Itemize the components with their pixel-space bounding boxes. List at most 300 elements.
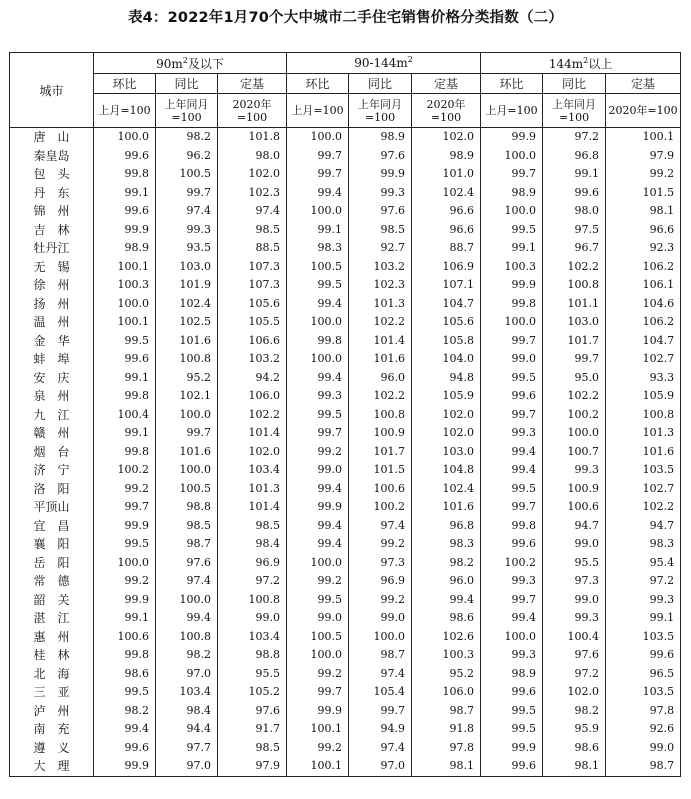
index-value: 99.3 [481, 424, 543, 443]
index-value: 94.2 [218, 369, 287, 388]
index-value: 99.7 [481, 332, 543, 351]
index-value: 95.9 [543, 720, 606, 739]
index-value: 98.9 [481, 184, 543, 203]
city-name: 包 头 [10, 165, 94, 184]
index-value: 100.5 [156, 165, 218, 184]
city-name: 赣 州 [10, 424, 94, 443]
index-value: 95.2 [156, 369, 218, 388]
index-value: 97.8 [412, 739, 481, 758]
city-column-header: 城市 [10, 53, 94, 128]
index-value: 100.3 [481, 258, 543, 277]
index-value: 102.0 [218, 165, 287, 184]
city-name: 扬 州 [10, 295, 94, 314]
index-value: 99.7 [481, 406, 543, 425]
index-value: 96.9 [349, 572, 412, 591]
index-value: 98.9 [349, 128, 412, 147]
index-value: 98.0 [218, 147, 287, 166]
index-value: 100.0 [287, 350, 349, 369]
index-value: 106.6 [218, 332, 287, 351]
index-value: 99.3 [349, 184, 412, 203]
index-value: 97.4 [349, 517, 412, 536]
index-value: 100.8 [543, 276, 606, 295]
city-name: 惠 州 [10, 628, 94, 647]
index-value: 99.3 [156, 221, 218, 240]
index-value: 97.6 [349, 147, 412, 166]
index-value: 96.7 [543, 239, 606, 258]
group-label-suffix: 以上 [588, 56, 613, 71]
index-value: 99.7 [287, 424, 349, 443]
index-value: 103.0 [543, 313, 606, 332]
sub-header: 同比 [349, 74, 412, 94]
index-value: 99.2 [94, 480, 156, 499]
index-value: 100.0 [287, 554, 349, 573]
index-value: 98.7 [606, 757, 681, 776]
city-name: 唐 山 [10, 128, 94, 147]
index-value: 99.1 [543, 165, 606, 184]
index-value: 99.7 [287, 165, 349, 184]
index-value: 99.5 [94, 535, 156, 554]
table-row [10, 646, 681, 665]
sub-header: 定基 [606, 74, 681, 94]
index-value: 105.9 [606, 387, 681, 406]
index-value: 99.4 [287, 535, 349, 554]
price-index-table [9, 52, 681, 777]
index-value: 95.4 [606, 554, 681, 573]
index-value: 102.2 [349, 313, 412, 332]
index-value: 99.8 [94, 165, 156, 184]
index-value: 106.2 [606, 258, 681, 277]
index-value: 99.7 [287, 147, 349, 166]
city-name: 丹 东 [10, 184, 94, 203]
index-value: 97.4 [156, 572, 218, 591]
table-row [10, 628, 681, 647]
index-value: 99.2 [287, 739, 349, 758]
table-row [10, 517, 681, 536]
index-value: 98.0 [543, 202, 606, 221]
base-header: 上年同月=100 [543, 94, 606, 128]
index-value: 96.6 [412, 202, 481, 221]
sub-header: 环比 [94, 74, 156, 94]
index-value: 99.1 [481, 239, 543, 258]
city-name: 泉 州 [10, 387, 94, 406]
group-label-superscript: 2 [407, 55, 413, 64]
index-value: 94.4 [156, 720, 218, 739]
table-row [10, 332, 681, 351]
index-value: 100.0 [481, 313, 543, 332]
index-value: 100.0 [481, 147, 543, 166]
index-value: 105.8 [412, 332, 481, 351]
index-value: 100.0 [481, 628, 543, 647]
table-row [10, 350, 681, 369]
index-value: 100.0 [543, 424, 606, 443]
table-row [10, 239, 681, 258]
index-value: 99.5 [481, 702, 543, 721]
index-value: 97.0 [156, 757, 218, 776]
index-value: 100.8 [156, 628, 218, 647]
table-row [10, 480, 681, 499]
index-value: 97.3 [349, 554, 412, 573]
city-name: 烟 台 [10, 443, 94, 462]
table-row [10, 424, 681, 443]
index-value: 99.6 [481, 535, 543, 554]
index-value: 97.5 [543, 221, 606, 240]
index-value: 100.0 [156, 461, 218, 480]
index-value: 98.2 [156, 646, 218, 665]
table-row [10, 609, 681, 628]
index-value: 99.1 [94, 369, 156, 388]
index-value: 94.8 [412, 369, 481, 388]
index-value: 102.7 [606, 350, 681, 369]
index-value: 92.7 [349, 239, 412, 258]
index-value: 94.7 [606, 517, 681, 536]
base-header: 2020年=100 [218, 94, 287, 128]
index-value: 102.5 [156, 313, 218, 332]
index-value: 100.5 [156, 480, 218, 499]
index-value: 97.2 [543, 128, 606, 147]
index-value: 98.3 [412, 535, 481, 554]
index-value: 100.8 [349, 406, 412, 425]
city-name: 洛 阳 [10, 480, 94, 499]
table-container [9, 52, 680, 777]
city-name: 九 江 [10, 406, 94, 425]
group-header [287, 53, 481, 74]
index-value: 99.0 [349, 609, 412, 628]
group-label: 144m [548, 56, 584, 71]
index-value: 98.5 [156, 517, 218, 536]
index-value: 106.2 [606, 313, 681, 332]
index-value: 99.9 [481, 739, 543, 758]
city-name: 南 充 [10, 720, 94, 739]
index-value: 98.3 [287, 239, 349, 258]
group-label-superscript: 2 [182, 55, 188, 65]
index-value: 98.4 [156, 702, 218, 721]
table-row [10, 443, 681, 462]
city-name: 吉 林 [10, 221, 94, 240]
index-value: 102.0 [412, 128, 481, 147]
city-name: 宜 昌 [10, 517, 94, 536]
index-value: 103.5 [606, 461, 681, 480]
index-value: 100.1 [606, 128, 681, 147]
index-value: 103.5 [606, 683, 681, 702]
index-value: 101.5 [606, 184, 681, 203]
index-value: 99.7 [349, 702, 412, 721]
index-value: 99.7 [481, 591, 543, 610]
index-value: 96.0 [349, 369, 412, 388]
index-value: 98.6 [543, 739, 606, 758]
index-value: 99.3 [287, 387, 349, 406]
index-value: 88.7 [412, 239, 481, 258]
table-row [10, 739, 681, 758]
index-value: 99.6 [94, 350, 156, 369]
index-value: 99.1 [606, 609, 681, 628]
index-value: 98.7 [412, 702, 481, 721]
base-header: 上月=100 [481, 94, 543, 128]
city-name: 济 宁 [10, 461, 94, 480]
index-value: 102.2 [543, 387, 606, 406]
index-value: 100.2 [481, 554, 543, 573]
city-name: 无 锡 [10, 258, 94, 277]
table-row [10, 258, 681, 277]
index-value: 99.4 [481, 443, 543, 462]
base-header: 上月=100 [287, 94, 349, 128]
index-value: 99.0 [543, 591, 606, 610]
city-name: 韶 关 [10, 591, 94, 610]
index-value: 101.9 [156, 276, 218, 295]
index-value: 99.9 [287, 498, 349, 517]
index-value: 107.3 [218, 276, 287, 295]
city-name: 蚌 埠 [10, 350, 94, 369]
index-value: 99.4 [412, 591, 481, 610]
index-value: 97.8 [606, 702, 681, 721]
index-value: 99.3 [606, 591, 681, 610]
index-value: 99.2 [349, 535, 412, 554]
index-value: 99.3 [543, 609, 606, 628]
table-row [10, 128, 681, 147]
index-value: 100.8 [218, 591, 287, 610]
index-value: 103.4 [218, 461, 287, 480]
index-value: 100.0 [481, 202, 543, 221]
index-value: 99.6 [94, 147, 156, 166]
index-value: 97.0 [349, 757, 412, 776]
city-name: 遵 义 [10, 739, 94, 758]
index-value: 104.7 [412, 295, 481, 314]
city-name: 岳 阳 [10, 554, 94, 573]
city-name: 常 德 [10, 572, 94, 591]
index-value: 99.6 [481, 683, 543, 702]
index-value: 99.6 [94, 202, 156, 221]
sub-header: 定基 [218, 74, 287, 94]
index-value: 101.3 [606, 424, 681, 443]
index-value: 99.0 [287, 461, 349, 480]
index-value: 103.2 [218, 350, 287, 369]
index-value: 101.5 [349, 461, 412, 480]
index-value: 101.3 [349, 295, 412, 314]
index-value: 98.2 [412, 554, 481, 573]
index-value: 99.8 [94, 443, 156, 462]
table-row [10, 591, 681, 610]
index-value: 105.9 [412, 387, 481, 406]
index-value: 99.2 [606, 165, 681, 184]
index-value: 99.0 [543, 535, 606, 554]
index-value: 96.9 [218, 554, 287, 573]
sub-header: 同比 [156, 74, 218, 94]
index-value: 99.5 [481, 221, 543, 240]
index-value: 103.0 [156, 258, 218, 277]
city-name: 湛 江 [10, 609, 94, 628]
table-row [10, 535, 681, 554]
index-value: 93.5 [156, 239, 218, 258]
index-value: 102.4 [156, 295, 218, 314]
index-value: 97.6 [218, 702, 287, 721]
base-header: 上年同月=100 [349, 94, 412, 128]
city-name: 安 庆 [10, 369, 94, 388]
index-value: 94.9 [349, 720, 412, 739]
group-header [481, 53, 681, 74]
index-value: 99.7 [156, 424, 218, 443]
index-value: 100.2 [543, 406, 606, 425]
index-value: 104.7 [606, 332, 681, 351]
base-header: 2020年=100 [606, 94, 681, 128]
index-value: 99.7 [543, 350, 606, 369]
table-row [10, 461, 681, 480]
index-value: 100.4 [543, 628, 606, 647]
city-name: 温 州 [10, 313, 94, 332]
index-value: 100.1 [287, 720, 349, 739]
index-value: 102.0 [543, 683, 606, 702]
index-value: 100.5 [287, 258, 349, 277]
index-value: 101.4 [349, 332, 412, 351]
index-value: 101.7 [543, 332, 606, 351]
city-name: 锦 州 [10, 202, 94, 221]
index-value: 95.5 [543, 554, 606, 573]
index-value: 97.9 [606, 147, 681, 166]
index-value: 98.7 [156, 535, 218, 554]
index-value: 99.4 [287, 517, 349, 536]
index-value: 99.0 [606, 739, 681, 758]
index-value: 97.4 [349, 665, 412, 684]
index-value: 99.6 [481, 757, 543, 776]
index-value: 99.9 [94, 591, 156, 610]
index-value: 99.5 [481, 480, 543, 499]
index-value: 101.6 [412, 498, 481, 517]
index-value: 99.6 [481, 387, 543, 406]
index-value: 100.8 [156, 350, 218, 369]
index-value: 100.3 [94, 276, 156, 295]
index-value: 100.0 [287, 128, 349, 147]
table-row [10, 165, 681, 184]
index-value: 98.5 [349, 221, 412, 240]
index-value: 97.3 [543, 572, 606, 591]
group-label-superscript: 2 [583, 55, 589, 65]
index-value: 102.6 [412, 628, 481, 647]
index-value: 98.9 [481, 665, 543, 684]
index-value: 101.6 [156, 443, 218, 462]
index-value: 97.0 [156, 665, 218, 684]
index-value: 99.6 [94, 739, 156, 758]
index-value: 99.5 [287, 591, 349, 610]
index-value: 102.2 [349, 387, 412, 406]
index-value: 100.1 [287, 757, 349, 776]
index-value: 92.3 [606, 239, 681, 258]
index-value: 100.0 [156, 406, 218, 425]
index-value: 99.3 [481, 646, 543, 665]
index-value: 100.1 [94, 313, 156, 332]
index-value: 98.2 [94, 702, 156, 721]
index-value: 101.7 [349, 443, 412, 462]
index-value: 107.1 [412, 276, 481, 295]
city-name: 大 理 [10, 757, 94, 776]
index-value: 100.0 [94, 554, 156, 573]
city-name: 襄 阳 [10, 535, 94, 554]
index-value: 96.2 [156, 147, 218, 166]
index-value: 99.8 [287, 332, 349, 351]
index-value: 99.3 [481, 572, 543, 591]
index-value: 100.2 [94, 461, 156, 480]
index-value: 100.0 [94, 128, 156, 147]
table-row [10, 665, 681, 684]
index-value: 99.0 [287, 609, 349, 628]
index-value: 99.7 [94, 498, 156, 517]
index-value: 100.8 [606, 406, 681, 425]
index-value: 101.3 [218, 480, 287, 499]
index-value: 101.6 [606, 443, 681, 462]
index-value: 99.4 [94, 720, 156, 739]
city-name: 徐 州 [10, 276, 94, 295]
index-value: 100.5 [287, 628, 349, 647]
index-value: 99.5 [287, 406, 349, 425]
index-value: 100.6 [349, 480, 412, 499]
table-body [10, 128, 681, 777]
city-name: 桂 林 [10, 646, 94, 665]
index-value: 103.2 [349, 258, 412, 277]
index-value: 97.9 [218, 757, 287, 776]
index-value: 97.2 [218, 572, 287, 591]
index-value: 98.2 [543, 702, 606, 721]
table-row [10, 369, 681, 388]
index-value: 100.4 [94, 406, 156, 425]
index-value: 97.6 [349, 202, 412, 221]
table-row [10, 406, 681, 425]
index-value: 99.9 [94, 221, 156, 240]
table-row [10, 276, 681, 295]
table-row [10, 683, 681, 702]
table-row [10, 147, 681, 166]
index-value: 99.9 [94, 517, 156, 536]
index-value: 100.0 [349, 628, 412, 647]
index-value: 100.0 [156, 591, 218, 610]
index-value: 104.6 [606, 295, 681, 314]
index-value: 99.4 [481, 461, 543, 480]
index-value: 97.2 [606, 572, 681, 591]
index-value: 99.8 [94, 387, 156, 406]
index-value: 96.6 [412, 221, 481, 240]
index-value: 98.7 [349, 646, 412, 665]
index-value: 97.7 [156, 739, 218, 758]
index-value: 96.8 [412, 517, 481, 536]
index-value: 102.0 [412, 406, 481, 425]
index-value: 99.1 [287, 221, 349, 240]
index-value: 99.7 [481, 165, 543, 184]
index-value: 100.9 [349, 424, 412, 443]
index-value: 102.3 [218, 184, 287, 203]
index-value: 97.4 [349, 739, 412, 758]
index-value: 107.3 [218, 258, 287, 277]
table-row [10, 720, 681, 739]
index-value: 92.6 [606, 720, 681, 739]
index-value: 105.2 [218, 683, 287, 702]
index-value: 93.3 [606, 369, 681, 388]
index-value: 100.3 [412, 646, 481, 665]
index-value: 99.0 [481, 350, 543, 369]
city-name: 秦皇岛 [10, 147, 94, 166]
index-value: 99.4 [481, 609, 543, 628]
city-name: 泸 州 [10, 702, 94, 721]
index-value: 100.6 [543, 498, 606, 517]
table-row [10, 572, 681, 591]
index-value: 98.6 [94, 665, 156, 684]
index-value: 102.4 [412, 184, 481, 203]
base-header: 2020年=100 [412, 94, 481, 128]
index-value: 101.4 [218, 498, 287, 517]
city-name: 金 华 [10, 332, 94, 351]
index-value: 99.5 [481, 720, 543, 739]
index-value: 99.5 [287, 276, 349, 295]
sub-header: 同比 [543, 74, 606, 94]
index-value: 100.0 [287, 646, 349, 665]
group-label: 90m [156, 56, 183, 71]
city-name: 三 亚 [10, 683, 94, 702]
table-row [10, 702, 681, 721]
